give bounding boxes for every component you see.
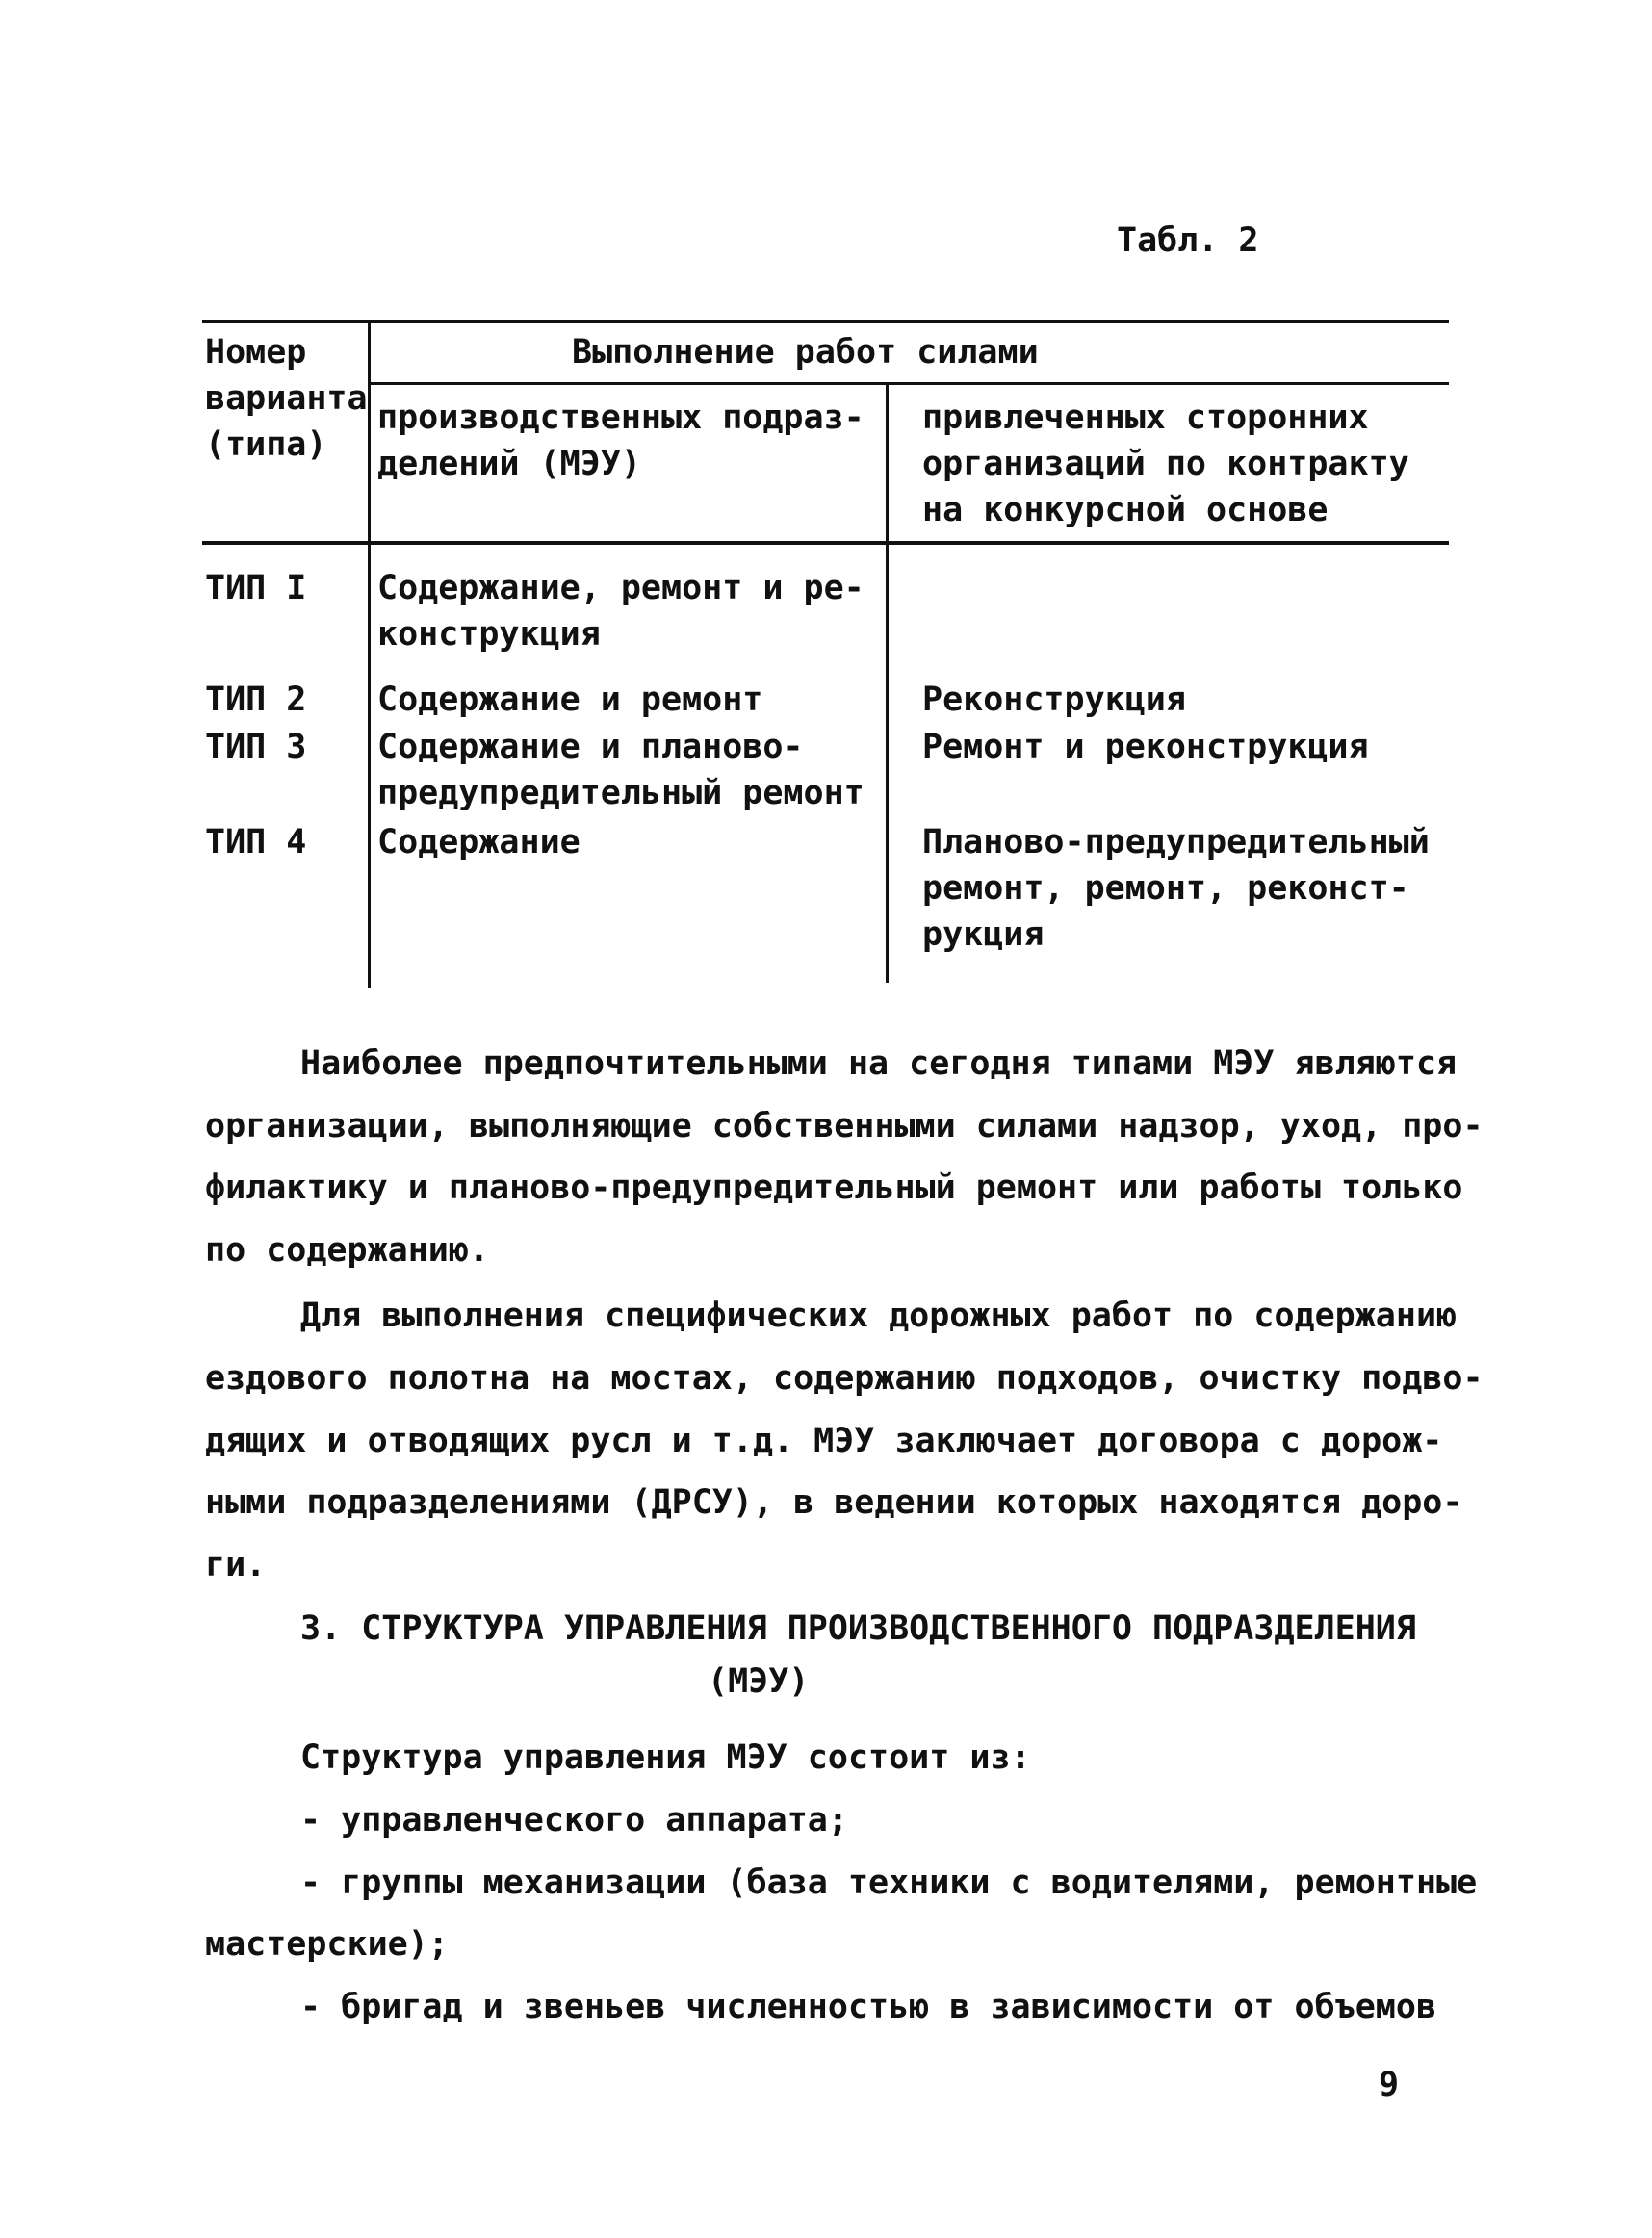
row-contract-4: Планово-предупредительный ремонт, ремонт, реконст- рукция [922, 823, 1430, 954]
col1-header: Номер варианта (типа) [205, 333, 368, 464]
table-col1-divider [368, 322, 371, 988]
paragraph-line: ными подразделениями (ДРСУ), в ведении которых находятся доро- [205, 1483, 1463, 1522]
paragraph-line: Наиболее предпочтительными на сегодня типами МЭУ являются [300, 1044, 1458, 1083]
col2-header: производственных подраз- делений (МЭУ) [377, 399, 865, 483]
paragraph-line: организации, выполняющие собственными силами надзор, уход, про- [205, 1107, 1484, 1145]
structure-item: - группы механизации (база техники с водителями, ремонтные [300, 1864, 1478, 1902]
table-top-rule [202, 320, 1449, 323]
col3-header: привлеченных сторонних организаций по контракту на конкурсной основе [922, 399, 1409, 529]
page-number: 9 [1379, 2066, 1400, 2104]
row-type-2: ТИП 2 [205, 681, 307, 719]
paragraph-line: ги. [205, 1546, 267, 1584]
row-type-1: ТИП I [205, 569, 307, 607]
group-header: Выполнение работ силами [572, 333, 1039, 372]
structure-item: - управленческого аппарата; [300, 1801, 848, 1839]
paragraph-line: дящих и отводящих русл и т.д. МЭУ заключает договора с дорож- [205, 1422, 1443, 1460]
section-heading: 3. СТРУКТУРА УПРАВЛЕНИЯ ПРОИЗВОДСТВЕННОГО ПОДРАЗДЕЛЕНИЯ [300, 1609, 1416, 1648]
row-own-1: Содержание, ремонт и ре- конструкция [377, 569, 865, 654]
table-header-bottom-rule [202, 541, 1449, 545]
section-heading-sub: (МЭУ) [708, 1662, 810, 1701]
row-contract-3: Ремонт и реконструкция [922, 728, 1369, 766]
table-caption: Табл. 2 [1117, 221, 1259, 260]
paragraph-line: ездового полотна на мостах, содержанию подходов, очистку подво- [205, 1359, 1484, 1398]
row-own-3: Содержание и планово- предупредительный ремонт [377, 728, 865, 812]
structure-item-continued: мастерские); [205, 1925, 449, 1964]
table-col2-divider [886, 384, 889, 983]
structure-item: - бригад и звеньев численностью в зависимости от объемов [300, 1988, 1437, 2026]
row-type-3: ТИП 3 [205, 728, 307, 766]
row-own-2: Содержание и ремонт [377, 681, 763, 719]
structure-intro: Структура управления МЭУ состоит из: [300, 1738, 1031, 1777]
paragraph-line: по содержанию. [205, 1231, 490, 1270]
row-type-4: ТИП 4 [205, 823, 307, 862]
row-own-4: Содержание [377, 823, 581, 862]
paragraph-line: Для выполнения специфических дорожных работ по содержанию [300, 1297, 1458, 1335]
paragraph-line: филактику и планово-предупредительный ремонт или работы только [205, 1169, 1463, 1207]
row-contract-2: Реконструкция [922, 681, 1186, 719]
table-group-rule [368, 382, 1449, 385]
